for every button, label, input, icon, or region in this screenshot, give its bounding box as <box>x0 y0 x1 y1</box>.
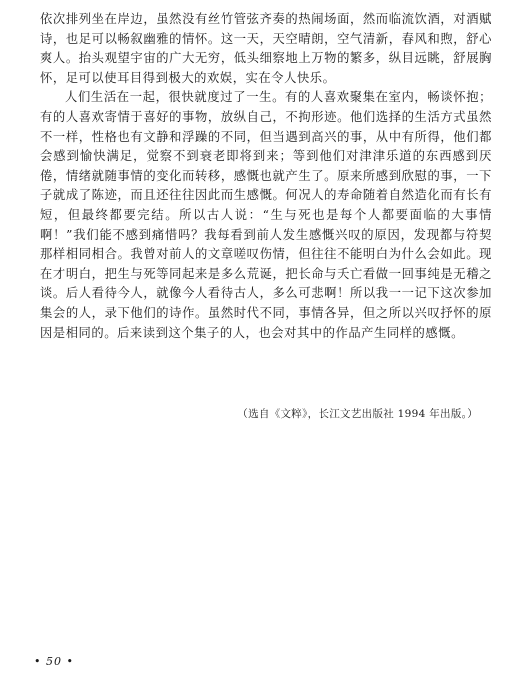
body-text <box>40 10 492 343</box>
paragraph-2: 人们生活在一起，很快就度过了一生。有的人喜欢聚集在室内，畅谈怀抱；有的人喜欢寄情于喜好的事物，放纵自己，不拘形迹。他们选择的生活方式虽然不一样，性格也有文静和浮躁的不同，但当遇到高兴的事，从中有所得，他们都会感到愉快满足，觉察不到衰老即将到来；等到他们对津津乐道的东西感到厌倦，情绪就随事情的变化而转移，感慨也就产生了。原来所感到欣慰的事，一下子就成了陈迹，而且还往往因此而生感慨。何况人的寿命随着自然造化而有长有短，但最终都要完结。所以古人说：“生与死也是每个人都要面临的大事情啊！”我们能不感到痛惜吗？我每看到前人发生感慨兴叹的原因，发现都与符契那样相同相合。我曾对前人的文章嗟叹伤情，但往往不能明白为什么会如此。现在才明白，把生与死等同起来是多么荒诞，把长命与夭亡看做一回事纯是无稽之谈。后人看待今人，就像今人看待古人，多么可悲啊！所以我一一记下这次参加集会的人，录下他们的诗作。虽然时代不同，事情各异，但之所以兴叹抒怀的原因是相同的。后来读到这个集子的人，也会对其中的作品产生同样的感慨。 <box>40 90 492 340</box>
source-citation: （选自《文粹》，长江文艺出版社 1994 年出版。） <box>237 408 478 420</box>
paragraph-1: 依次排列坐在岸边，虽然没有丝竹管弦齐奏的热闹场面，然而临流饮酒，对酒赋诗，也足可以畅叙幽雅的情怀。这一天，天空晴朗，空气清新，春风和煦，舒心爽人。抬头观望宇宙的广大无穷，低头细察地上万物的繁多，纵目远眺，舒展胸怀，足可以使耳目得到极大的欢娱，实在令人快乐。 <box>40 12 492 85</box>
page-number: • 50 • <box>34 655 74 668</box>
